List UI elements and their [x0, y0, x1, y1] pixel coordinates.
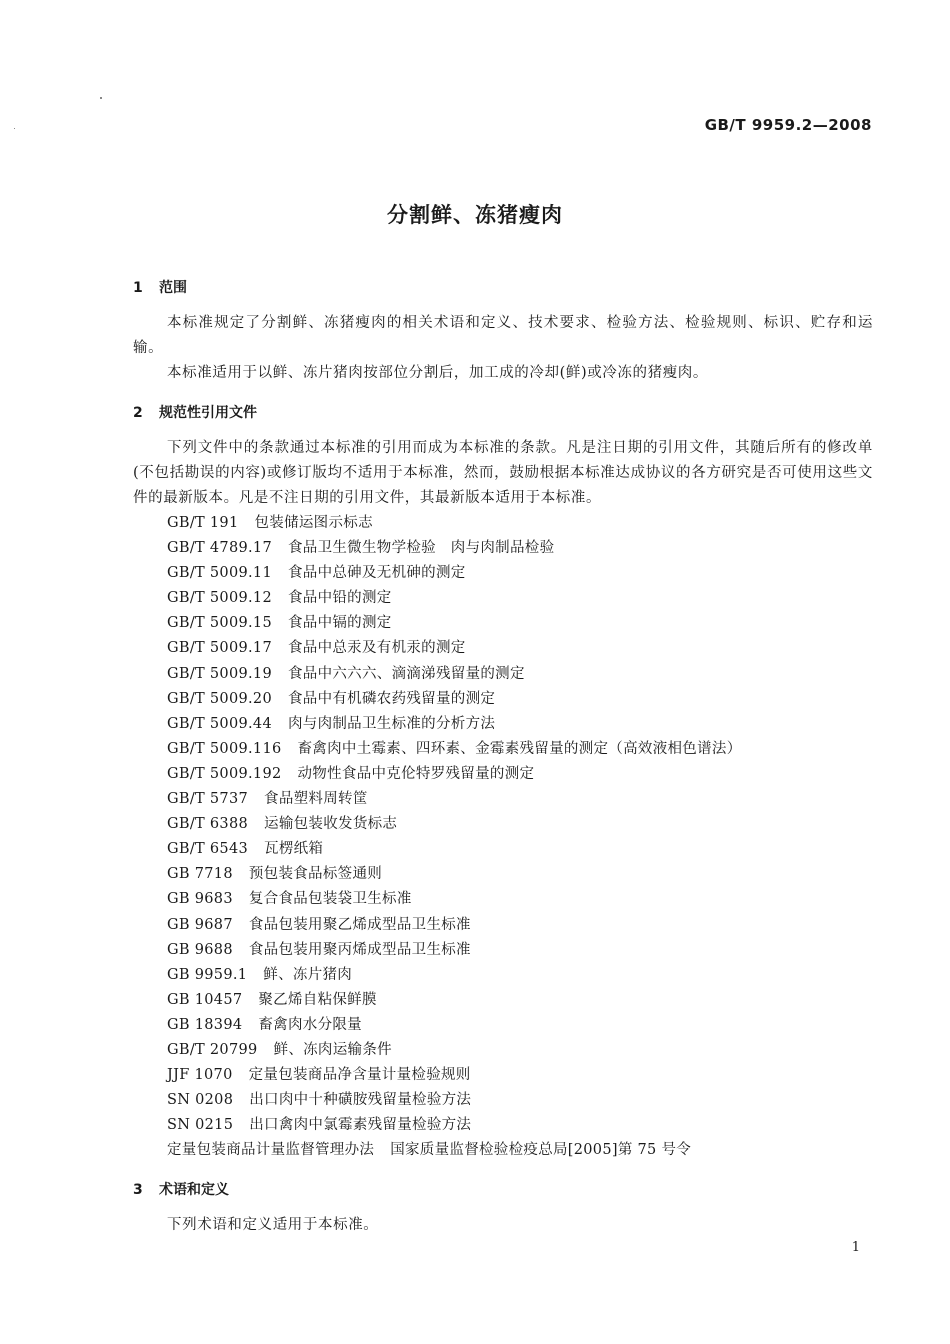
terms-paragraph: 下列术语和定义适用于本标准。: [167, 1217, 379, 1233]
reference-title: 国家质量监督检验检疫总局[2005]第 75 号令: [390, 1142, 692, 1159]
reference-item: [167, 1013, 807, 1038]
reference-item: [167, 938, 807, 963]
reference-code: GB/T 5009.44: [167, 715, 272, 732]
reference-title: 食品塑料周转筐: [264, 791, 368, 808]
reference-code: JJF 1070: [167, 1067, 233, 1084]
reference-title: 畜禽肉水分限量: [258, 1016, 362, 1033]
section-number: 2: [133, 405, 143, 421]
reference-title: 预包装食品标签通则: [248, 866, 383, 883]
reference-title: 出口禽肉中氯霉素残留量检验方法: [249, 1117, 472, 1134]
reference-code: GB/T 5009.11: [167, 565, 272, 582]
page-number: 1: [851, 1240, 860, 1255]
section-title: 术语和定义: [159, 1182, 229, 1198]
reference-code: GB/T 20799: [167, 1041, 258, 1058]
reference-code: GB 9688: [167, 941, 233, 958]
reference-item: [167, 837, 807, 862]
reference-item: [167, 536, 807, 561]
reference-title: 食品中铅的测定: [287, 590, 392, 607]
reference-title: 运输包装收发货标志: [264, 816, 398, 833]
reference-title: 食品卫生微生物学检验 肉与肉制品检验: [287, 540, 555, 557]
reference-code: GB/T 5009.20: [167, 690, 272, 707]
reference-title: 食品包装用聚乙烯成型品卫生标准: [248, 916, 471, 933]
reference-title: 瓦楞纸箱: [264, 841, 324, 858]
reference-item: [167, 611, 807, 636]
reference-code: GB 9683: [167, 891, 233, 908]
reference-code: GB/T 4789.17: [167, 540, 272, 557]
reference-item: [167, 1088, 807, 1113]
reference-title: 包装储运图示标志: [254, 515, 373, 531]
document-title: 分割鲜、冻猪瘦肉: [387, 203, 563, 227]
scope-paragraph-2: 本标准适用于以鲜、冻片猪肉按部位分割后，加工成的冷却(鲜)或冷冻的猪瘦肉。: [167, 365, 709, 381]
reference-title: 食品中总汞及有机汞的测定: [287, 640, 466, 657]
scan-speck: [14, 128, 15, 129]
section-heading-normative-references: [133, 402, 257, 422]
reference-code: GB/T 5009.12: [167, 590, 272, 607]
reference-code: GB/T 5009.17: [167, 640, 272, 657]
standard-number: GB/T 9959.2—2008: [704, 116, 872, 134]
reference-item: [167, 737, 807, 762]
reference-title: 聚乙烯自粘保鲜膜: [258, 991, 377, 1008]
reference-title: 出口肉中十种磺胺残留量检验方法: [249, 1092, 472, 1109]
reference-item: [167, 1138, 807, 1163]
section-number: 1: [133, 280, 143, 296]
reference-list: [167, 511, 807, 1163]
reference-code: GB 18394: [167, 1016, 243, 1033]
reference-item: [167, 712, 807, 737]
scope-paragraph-1: 本标准规定了分割鲜、冻猪瘦肉的相关术语和定义、技术要求、检验方法、检验规则、标识、贮存和运输。: [133, 315, 873, 356]
reference-item: [167, 963, 807, 988]
reference-title: 食品中有机磷农药残留量的测定: [287, 690, 496, 707]
reference-code: SN 0208: [167, 1092, 234, 1109]
reference-item: [167, 988, 807, 1013]
reference-item: [167, 812, 807, 837]
reference-item: [167, 762, 807, 787]
reference-item: [167, 1113, 807, 1138]
reference-item: [167, 687, 807, 712]
scan-speck: [100, 97, 102, 99]
reference-code: GB/T 5737: [167, 791, 249, 808]
reference-code: GB/T 5009.116: [167, 740, 282, 757]
reference-title: 食品中总砷及无机砷的测定: [287, 565, 466, 582]
reference-code: SN 0215: [167, 1117, 234, 1134]
reference-item: [167, 586, 807, 611]
section-number: 3: [133, 1182, 143, 1198]
reference-item: [167, 1063, 807, 1088]
reference-item: [167, 1038, 807, 1063]
reference-item: [167, 787, 807, 812]
section-title: 范围: [159, 280, 187, 296]
reference-title: 肉与肉制品卫生标准的分析方法: [287, 715, 496, 732]
reference-title: 定量包装商品净含量计量检验规则: [248, 1067, 471, 1084]
reference-item: [167, 913, 807, 938]
reference-code: GB/T 6543: [167, 841, 249, 858]
reference-item: [167, 662, 807, 687]
reference-title: 鲜、冻肉运输条件: [273, 1041, 392, 1058]
reference-item: [167, 887, 807, 912]
reference-code: GB/T 5009.19: [167, 665, 272, 682]
reference-title: 食品中六六六、滴滴涕残留量的测定: [287, 665, 525, 682]
reference-code: GB 9687: [167, 916, 233, 933]
reference-item: [167, 511, 807, 536]
reference-title: 食品中镉的测定: [287, 615, 392, 632]
reference-title: 鲜、冻片猪肉: [263, 966, 353, 983]
reference-title: 畜禽肉中土霉素、四环素、金霉素残留量的测定（高效液相色谱法）: [297, 740, 742, 757]
reference-code: GB/T 6388: [167, 816, 249, 833]
section-title: 规范性引用文件: [159, 405, 257, 421]
reference-title: 食品包装用聚丙烯成型品卫生标准: [248, 941, 471, 958]
reference-title: 动物性食品中克伦特罗残留量的测定: [297, 765, 535, 782]
reference-code: 定量包装商品计量监督管理办法: [167, 1142, 375, 1159]
reference-code: GB 7718: [167, 866, 233, 883]
section-heading-terms-definitions: [133, 1179, 229, 1199]
reference-title: 复合食品包装袋卫生标准: [248, 891, 412, 908]
references-intro-paragraph: 下列文件中的条款通过本标准的引用而成为本标准的条款。凡是注日期的引用文件，其随后所有的修改单(不包括勘误的内容)或修订版均不适用于本标准，然而，鼓励根据本标准达成协议的各方研究是否可使用这些文件的最新版本。凡是不注日期的引用文件，其最新版本适用于本标准。: [133, 440, 873, 506]
reference-code: GB/T 5009.192: [167, 765, 282, 782]
reference-code: GB/T 191: [167, 515, 239, 531]
reference-item: [167, 862, 807, 887]
reference-code: GB/T 5009.15: [167, 615, 272, 632]
reference-code: GB 9959.1: [167, 966, 248, 983]
reference-code: GB 10457: [167, 991, 243, 1008]
section-heading-scope: [133, 277, 187, 297]
reference-item: [167, 561, 807, 586]
reference-item: [167, 636, 807, 661]
